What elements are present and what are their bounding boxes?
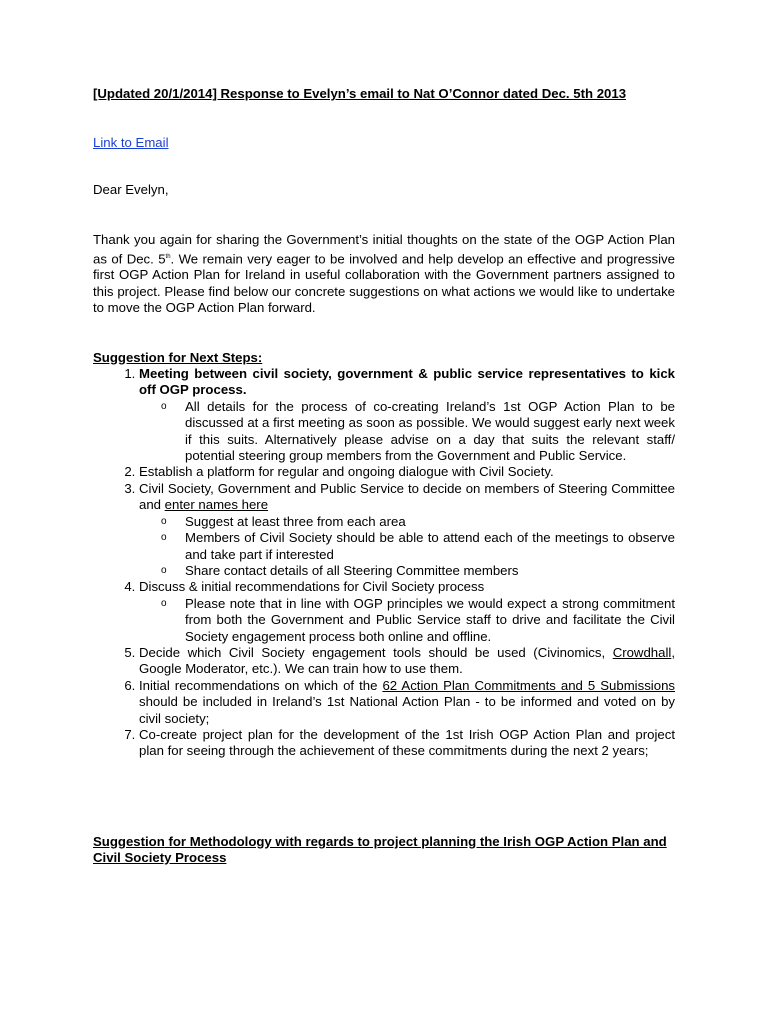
step-1-sub-1	[161, 398, 675, 465]
step-1-text: Meeting between civil society, government & public service representatives to kick off OGP process.	[139, 366, 675, 398]
intro-paragraph	[93, 232, 675, 316]
step-4-text: Discuss & initial recommendations for Civil Society process	[139, 579, 485, 595]
next-steps-heading: Suggestion for Next Steps:	[93, 349, 263, 365]
bullet-marker: o	[161, 597, 167, 609]
step-6-text-a: Initial recommendations on which of the	[139, 677, 383, 693]
intro-text-a: Thank you again for sharing the Government’s initial thoughts on the state of the OGP Action Plan as of Dec. 5	[93, 232, 675, 267]
step-3-sub-3-text: Share contact details of all Steering Committee members	[185, 562, 519, 578]
greeting: Dear Evelyn,	[93, 181, 169, 197]
step-3-sub-1-text: Suggest at least three from each area	[185, 513, 406, 529]
step-4	[139, 579, 675, 645]
step-3-text: Civil Society, Government and Public Service to decide on members of Steering Committee and	[139, 480, 675, 513]
step-5-text-b: , Google Moderator, etc.). We can train how to use them.	[139, 644, 675, 677]
next-steps-list	[93, 366, 675, 760]
bullet-marker: o	[161, 564, 167, 576]
document-title: [Updated 20/1/2014] Response to Evelyn’s email to Nat O’Connor dated Dec. 5th 2013	[93, 86, 627, 101]
intro-text-b: . We remain very eager to be involved and help develop an effective and progressive first OGP Action Plan for Ireland in useful collaboration with the Government partners assigned to this project. Please find below our concrete suggestions on what actions we would like to undertake to move the OGP Action Plan forward.	[93, 251, 675, 316]
step-1	[139, 366, 675, 464]
step-4-sublist	[139, 596, 675, 645]
step-4-sub-1-text: Please note that in line with OGP principles we would expect a strong commitment from both the Government and Public Service staff to drive and facilitate the Civil Society engagement process both online and offline.	[185, 595, 675, 644]
step-1-sublist	[139, 399, 675, 465]
step-3-sub-2	[161, 530, 675, 563]
commitments-link[interactable]: 62 Action Plan Commitments and 5 Submissions	[382, 677, 675, 693]
step-5	[139, 645, 675, 678]
bullet-marker: o	[161, 532, 167, 544]
bullet-marker: o	[161, 400, 167, 412]
step-6-text-b: should be included in Ireland’s 1st National Action Plan - to be informed and voted on by civil society;	[139, 694, 675, 726]
bullet-marker: o	[161, 515, 167, 527]
step-4-sub-1	[161, 595, 675, 645]
step-5-text-a: Decide which Civil Society engagement tools should be used (Civinomics,	[139, 644, 613, 660]
step-3	[139, 481, 675, 579]
step-3-sub-3	[161, 562, 675, 579]
step-1-sub-1-text: All details for the process of co-creating Ireland’s 1st OGP Action Plan to be discussed at a first meeting as soon as possible. We would suggest early next week if this suits. Alternatively please advise on a day that suits the relevant staff/ potential steering group members from the Government and Public Service.	[185, 398, 675, 464]
step-2-text: Establish a platform for regular and ongoing dialogue with Civil Society.	[139, 464, 554, 480]
methodology-heading	[93, 834, 675, 867]
step-2	[139, 464, 675, 480]
enter-names-link[interactable]: enter names here	[164, 497, 269, 513]
intro-superscript: th	[165, 253, 171, 260]
crowdhall-link[interactable]: Crowdhall	[612, 644, 672, 660]
methodology-heading-a: Suggestion	[93, 833, 165, 849]
step-3-sublist	[139, 514, 675, 580]
document-page	[93, 86, 675, 867]
step-7	[139, 727, 675, 760]
step-3-sub-2-text: Members of Civil Society should be able to attend each of the meetings to observe and take part if interested	[185, 530, 675, 562]
step-7-text: Co-create project plan for the development of the 1st Irish OGP Action Plan and project plan for seeing through the achievement of these commitments during the next 2 years;	[139, 726, 675, 759]
link-to-email[interactable]: Link to Email	[93, 135, 169, 151]
methodology-heading-b: for Methodology with regards to project planning the Irish OGP Action Plan and Civil Society Process	[93, 833, 667, 866]
step-6	[139, 678, 675, 727]
step-3-sub-1	[161, 513, 675, 530]
